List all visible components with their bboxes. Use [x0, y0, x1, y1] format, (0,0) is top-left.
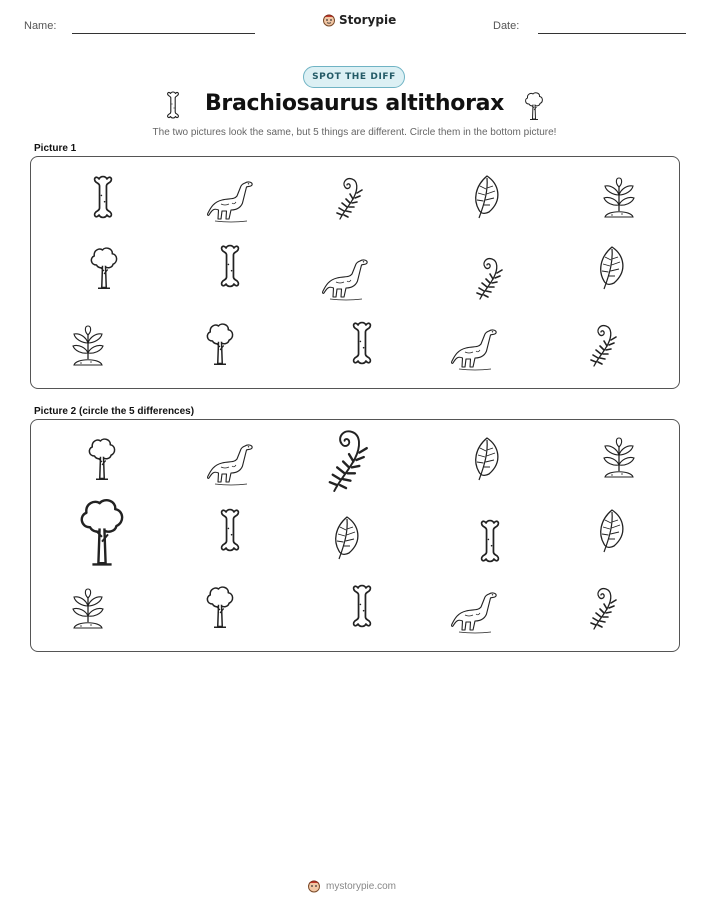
picture-1-panel [30, 156, 680, 389]
picture-1-label: Picture 1 [34, 143, 77, 154]
brachiosaurus-icon [207, 177, 255, 223]
title-tree-icon [524, 91, 544, 126]
picture-2-label: Picture 2 (circle the 5 differences) [34, 406, 195, 417]
bone-icon [92, 173, 114, 221]
leaf-icon[interactable] [331, 515, 363, 561]
tree-icon[interactable] [87, 434, 117, 484]
tree-icon[interactable] [205, 582, 235, 632]
page-title: Brachiosaurus altithorax [204, 91, 505, 116]
date-line[interactable] [538, 33, 686, 34]
picture-2-panel[interactable] [30, 419, 680, 652]
leaf-icon[interactable] [471, 436, 503, 482]
bone-icon[interactable] [351, 582, 373, 630]
brachiosaurus-icon[interactable] [451, 588, 499, 634]
plant-sprout-icon[interactable] [599, 437, 639, 479]
fern-icon [332, 175, 368, 221]
plant-sprout-icon [599, 177, 639, 219]
tree-icon-large[interactable] [77, 496, 127, 568]
brand-name: Storypie [339, 13, 397, 27]
footer [307, 879, 396, 893]
storypie-mascot-icon [322, 13, 336, 27]
brachiosaurus-icon[interactable] [207, 440, 255, 486]
plant-sprout-icon [68, 325, 108, 367]
fern-icon [586, 322, 622, 368]
plant-sprout-icon[interactable] [68, 588, 108, 630]
fern-icon[interactable] [586, 585, 622, 631]
tree-icon [89, 243, 119, 293]
fern-icon [472, 255, 508, 301]
leaf-icon [596, 245, 628, 291]
fern-icon-large[interactable] [321, 426, 377, 494]
tree-icon [205, 319, 235, 369]
name-label: Name: [24, 20, 57, 32]
instructions: The two pictures look the same, but 5 things are different. Circle them in the bottom picture! [152, 127, 557, 138]
leaf-icon [471, 174, 503, 220]
brand-logo [322, 13, 396, 27]
date-label: Date: [493, 20, 520, 32]
bone-icon [351, 319, 373, 367]
bone-icon [219, 242, 241, 290]
leaf-icon[interactable] [596, 508, 628, 554]
footer-url[interactable]: mystorypie.com [326, 880, 397, 892]
bone-icon[interactable] [219, 506, 241, 554]
brachiosaurus-icon [322, 255, 370, 301]
brachiosaurus-icon [451, 325, 499, 371]
bone-icon[interactable] [479, 517, 501, 565]
name-line[interactable] [72, 33, 255, 34]
storypie-mascot-icon [307, 879, 321, 893]
spot-the-diff-badge: SPOT THE DIFF [303, 66, 405, 88]
